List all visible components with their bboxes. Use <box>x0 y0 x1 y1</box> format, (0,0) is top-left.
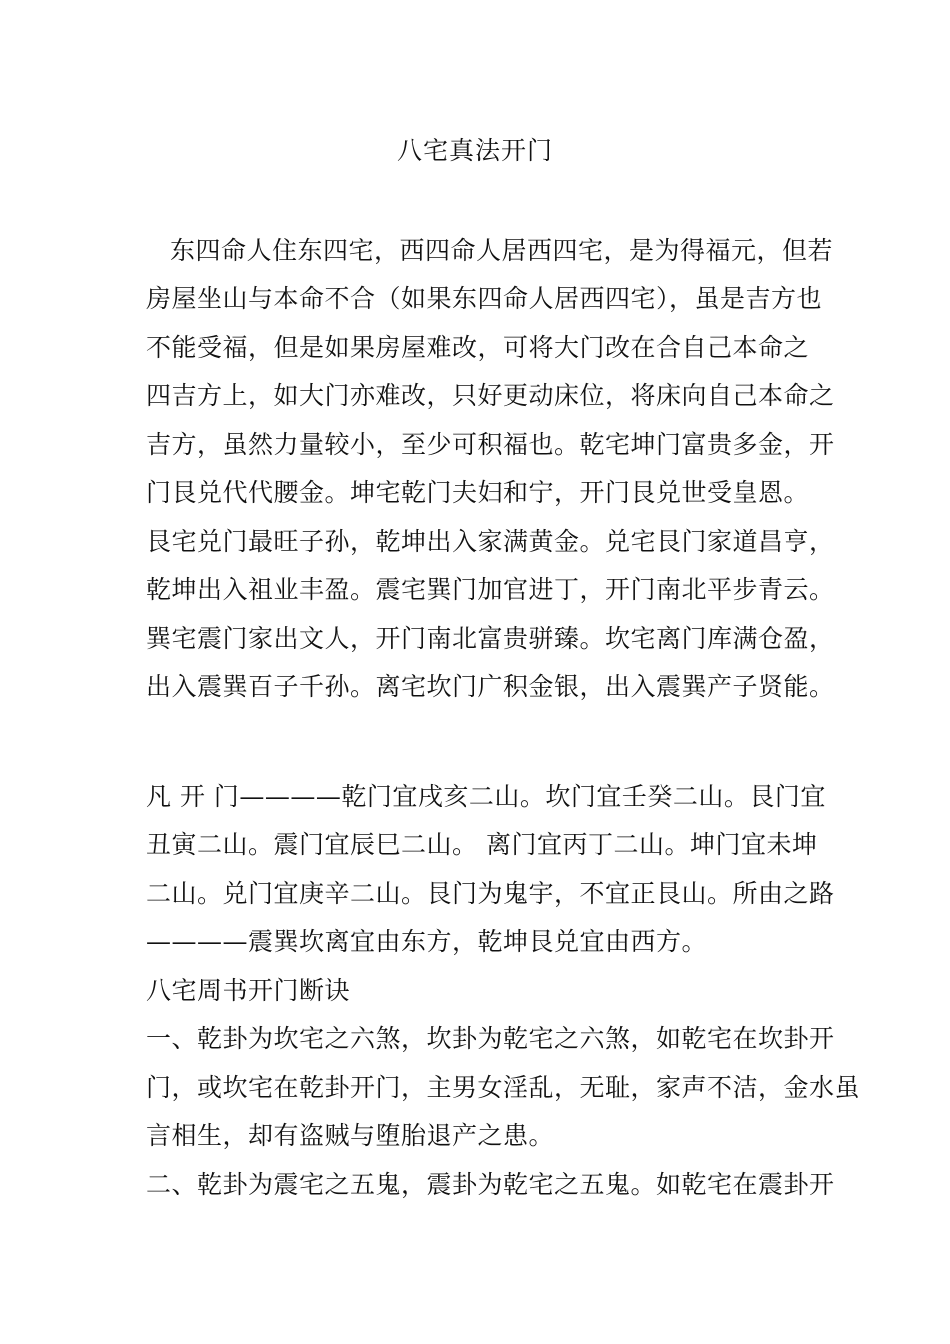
section-heading: 八宅周书开门断诀 <box>146 976 351 1005</box>
paragraph-line: 吉方，虽然力量较小，至少可积福也。乾宅坤门富贵多金，开 <box>146 430 835 459</box>
paragraph-line: 凡 开 门————乾门宜戌亥二山。坎门宜壬癸二山。艮门宜 <box>146 782 826 811</box>
page-title: 八宅真法开门 <box>396 136 553 165</box>
paragraph-line: 出入震巽百子千孙。离宅坎门广积金银，出入震巽产子贤能。 <box>146 672 835 701</box>
paragraph-line: 二、乾卦为震宅之五鬼，震卦为乾宅之五鬼。如乾宅在震卦开 <box>146 1170 835 1199</box>
paragraph-line: ————震巽坎离宜由东方，乾坤艮兑宜由西方。 <box>146 927 708 956</box>
paragraph-line: 门，或坎宅在乾卦开门，主男女淫乱，无耻，家声不洁，金水虽 <box>146 1073 861 1102</box>
paragraph-line: 房屋坐山与本命不合（如果东四命人居西四宅），虽是吉方也 <box>146 284 823 313</box>
paragraph-line: 言相生，却有盗贼与堕胎退产之患。 <box>146 1121 555 1150</box>
paragraph-line: 东四命人住东四宅，西四命人居西四宅，是为得福元，但若 <box>170 236 834 265</box>
paragraph-line: 门艮兑代代腰金。坤宅乾门夫妇和宁，开门艮兑世受皇恩。 <box>146 478 810 507</box>
paragraph-line: 不能受福，但是如果房屋难改，可将大门改在合自己本命之 <box>146 333 810 362</box>
paragraph-line: 一、乾卦为坎宅之六煞，坎卦为乾宅之六煞，如乾宅在坎卦开 <box>146 1024 835 1053</box>
paragraph-line: 丑寅二山。震门宜辰巳二山。 离门宜丙丁二山。坤门宜未坤 <box>146 830 818 859</box>
paragraph-line: 四吉方上，如大门亦难改，只好更动床位，将床向自己本命之 <box>146 381 835 410</box>
paragraph-line: 二山。兑门宜庚辛二山。艮门为鬼宇，不宜正艮山。所由之路 <box>146 879 835 908</box>
paragraph-line: 艮宅兑门最旺子孙，乾坤出入家满黄金。兑宅艮门家道昌亨， <box>146 527 835 556</box>
paragraph-line: 巽宅震门家出文人，开门南北富贵骈臻。坎宅离门库满仓盈， <box>146 624 835 653</box>
paragraph-line: 乾坤出入祖业丰盈。震宅巽门加官进丁，开门南北平步青云。 <box>146 575 835 604</box>
